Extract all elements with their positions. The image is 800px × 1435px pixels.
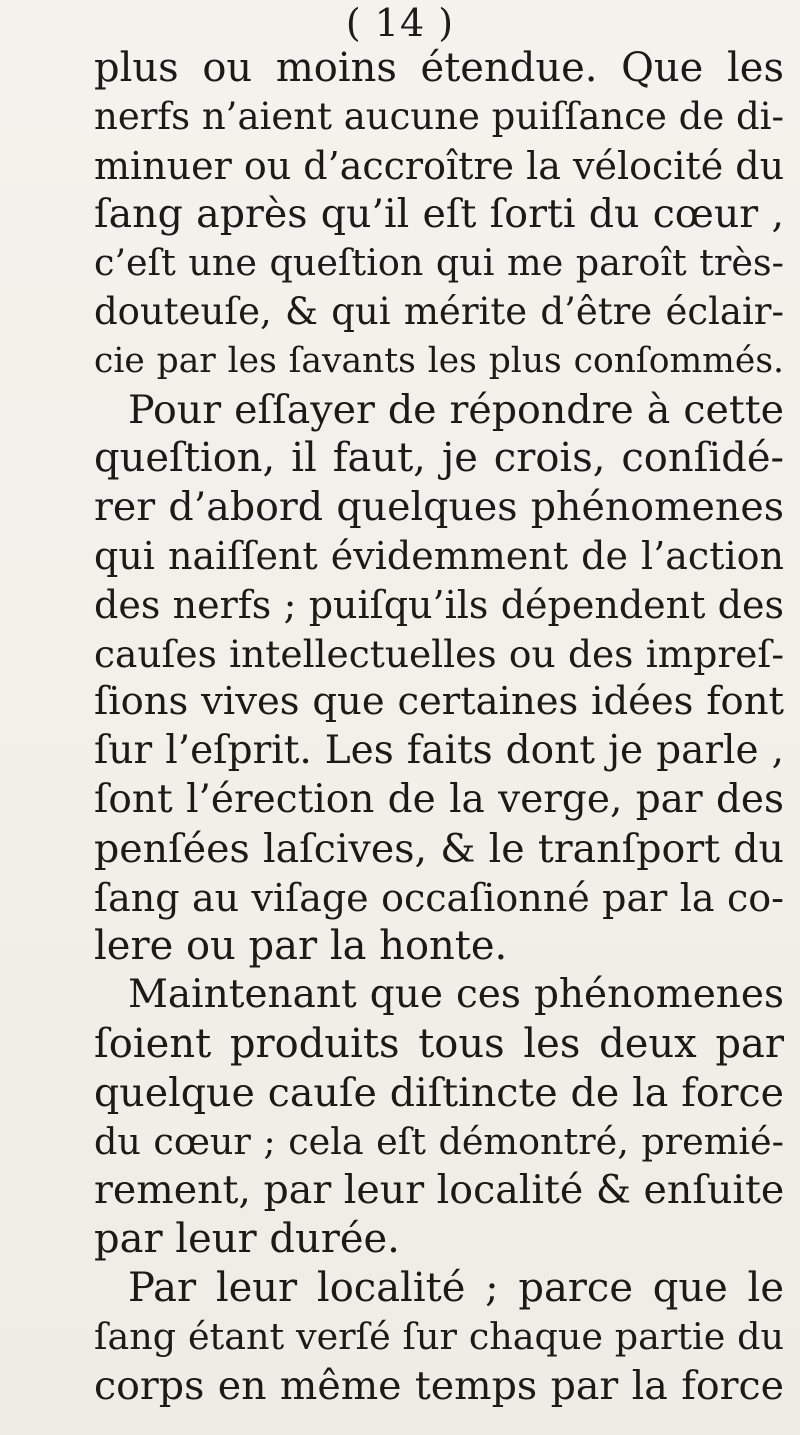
text-line: rer d’abord quelques phénomenes <box>94 484 784 531</box>
text-line: plus ou moins étendue. Que les <box>94 45 784 91</box>
text-line: ſoient produits tous les deux par <box>94 1020 784 1067</box>
text-line: ſang étant verſé ſur chaque partie du <box>94 1314 784 1358</box>
text-line: cauſes intellectuelles ou des impreſ- <box>94 631 784 676</box>
text-line: minuer ou d’accroître la vélocité du <box>94 143 785 188</box>
text-line: cie par les ſavants les plus conſommés. <box>94 340 784 381</box>
text-line: ſont l’érection de la verge, par des <box>94 776 784 822</box>
text-line: penſées laſcives, & le tranſport du <box>94 825 784 872</box>
text-line: nerfs n’aient aucune puiſſance de di- <box>94 94 784 138</box>
text-line: ſions vives que certaines idées font <box>94 679 784 725</box>
text-line: queſtion, il faut, je crois, conſidé- <box>94 435 784 482</box>
page-number: ( 14 ) <box>345 1 455 45</box>
text-line: quelque cauſe diſtincte de la force <box>94 1069 784 1116</box>
text-line: Par leur localité ; parce que le <box>128 1264 784 1311</box>
text-line: rement, par leur localité & enſuite <box>94 1167 785 1214</box>
text-line: des nerfs ; puiſqu’ils dépendent des <box>94 582 784 627</box>
text-line: Pour eſſayer de répondre à cette <box>128 386 784 433</box>
text-line: c’eſt une queſtion qui me paroît très- <box>94 241 784 285</box>
text-line: par leur durée. <box>94 1216 400 1263</box>
text-line: ſang au viſage occaſionné par la co- <box>94 875 784 920</box>
text-line: qui naiſſent évidemment de l’action <box>94 533 784 578</box>
text-line: Maintenant que ces phénomenes <box>128 972 784 1018</box>
text-line: corps en même temps par la force <box>94 1362 784 1409</box>
text-line: lere ou par la honte. <box>94 923 508 970</box>
text-line: ſang après qu’il eſt ſorti du cœur , <box>94 191 784 238</box>
text-line: douteuſe, & qui mérite d’être éclair- <box>94 289 784 333</box>
text-line: ſur l’eſprit. Les faits dont je parle , <box>94 728 784 774</box>
body-text <box>94 44 784 1410</box>
text-line: du cœur ; cela eſt démontré, premié- <box>94 1119 784 1163</box>
